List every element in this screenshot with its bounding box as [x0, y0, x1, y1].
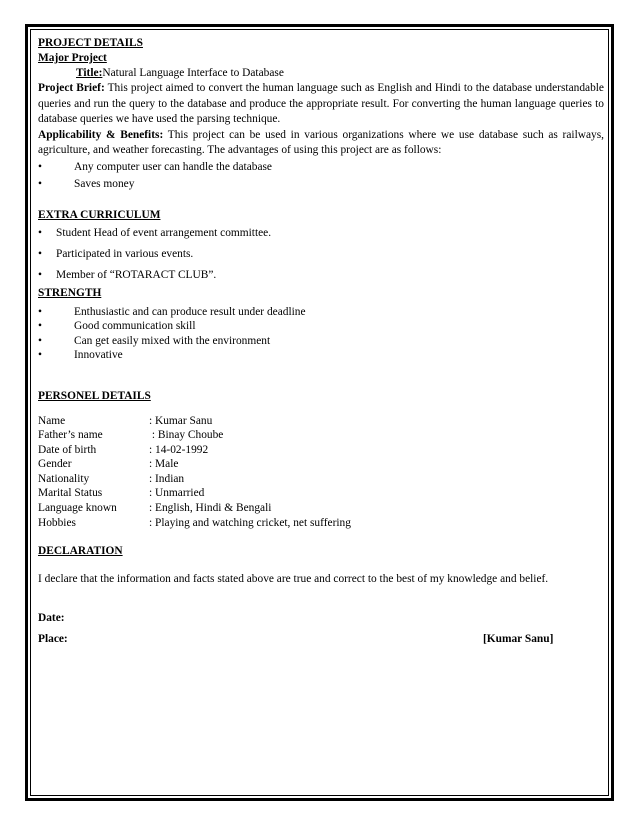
list-item: • Student Head of event arrangement committee. — [38, 223, 604, 244]
project-details-heading: PROJECT DETAILS — [38, 37, 143, 49]
title-label: Title: — [76, 67, 103, 79]
table-row: Language known : English, Hindi & Bengali — [38, 502, 272, 515]
declaration-heading: DECLARATION — [38, 545, 123, 558]
applicability-text: This project can be used in various organizations where we use database such as railways, agriculture, and weather forecasting. The advantages of using this project are as follows: — [38, 128, 604, 156]
brief-label: Project Brief: — [38, 82, 105, 94]
bullet-icon: • — [38, 305, 42, 318]
applicability-label: Applicability & Benefits: — [38, 128, 164, 141]
bullet-icon: • — [38, 268, 42, 281]
table-row: Name : Kumar Sanu — [38, 414, 213, 427]
date-label: Date: — [38, 612, 65, 625]
table-row: Marital Status : Unmarried — [38, 487, 205, 500]
list-item: • Participated in various events. — [38, 244, 604, 265]
project-title-line — [38, 66, 604, 81]
bullet-icon: • — [38, 160, 42, 173]
brief-text: This project aimed to convert the human language such as English and Hindi to the database understandable queries and run the query to the database and produce the appropriate result. For converting the human language queries to database queries we have used the parsing technique. — [38, 82, 604, 125]
bullet-icon: • — [38, 247, 42, 260]
signature-row — [38, 633, 604, 649]
list-item: • Member of “ROTARACT CLUB”. — [38, 265, 604, 286]
extra-curriculum-list — [38, 223, 604, 286]
list-item: • Any computer user can handle the database — [38, 159, 604, 177]
resume-content — [38, 36, 604, 649]
strength-list — [38, 305, 604, 363]
place-label: Place: — [38, 633, 68, 646]
bullet-icon: • — [38, 178, 42, 190]
table-row: Gender : Male — [38, 458, 179, 471]
signature-name: [Kumar Sanu] — [483, 633, 554, 646]
personal-details-table — [38, 414, 351, 531]
benefits-list — [38, 159, 604, 194]
major-project-label: Major Project — [38, 52, 107, 64]
bullet-icon: • — [38, 226, 42, 239]
list-item: • Saves money — [38, 176, 604, 194]
extra-curriculum-heading: EXTRA CURRICULUM — [38, 208, 161, 221]
personal-details-heading: PERSONEL DETAILS — [38, 389, 151, 402]
list-item: • Innovative — [38, 349, 123, 361]
title-value: Natural Language Interface to Database — [102, 67, 284, 79]
declaration-text: I declare that the information and facts stated above are true and correct to the best of my knowledge and belief. — [38, 573, 549, 586]
bullet-icon: • — [38, 320, 42, 332]
project-brief — [38, 81, 604, 128]
bullet-icon: • — [38, 349, 42, 361]
bullet-icon: • — [38, 334, 42, 347]
list-item: • Enthusiastic and can produce result under deadline — [38, 305, 306, 318]
table-row: Hobbies : Playing and watching cricket, net suffering — [38, 516, 351, 529]
table-row: Nationality : Indian — [38, 472, 185, 485]
table-row: Date of birth : 14-02-1992 — [38, 443, 209, 456]
list-item: • Good communication skill — [38, 320, 196, 332]
table-row: Father’s name : Binay Choube — [38, 429, 224, 442]
list-item: • Can get easily mixed with the environment — [38, 334, 271, 347]
strength-heading: STRENGTH — [38, 286, 102, 299]
applicability — [38, 128, 604, 159]
